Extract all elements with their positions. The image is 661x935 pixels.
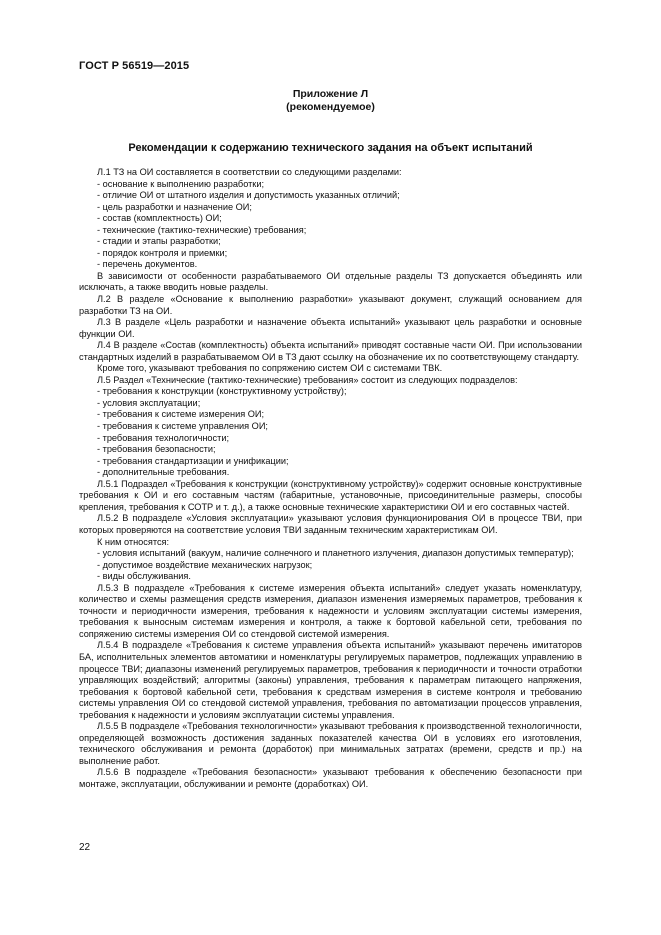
list-item: - основание к выполнению разработки; [97,178,265,189]
paragraph: Л.4 В разделе «Состав (комплектность) объекта испытаний» приводят составные части ОИ. При использовании стандартных изделий в разрабатываемом ОИ в ТЗ дают ссылку на обозначение их по соответствующему стандарту. [79,340,582,362]
list-item: - цель разработки и назначение ОИ; [97,201,252,212]
list-item: - условия эксплуатации; [97,397,201,408]
paragraph: Л.2 В разделе «Основание к выполнению разработки» указывают документ, служащий основанием для разработки ТЗ на ОИ. [79,294,582,316]
paragraph: К ним относятся: [97,536,170,547]
list-item: - требования стандартизации и унификации; [97,455,289,466]
document-body [79,167,582,791]
list-item: - дополнительные требования. [97,467,230,478]
list-item: - требования технологичности; [97,432,230,443]
list-item: - стадии и этапы разработки; [97,236,221,247]
list-item: - требования к конструкции (конструктивному устройству); [97,386,347,397]
paragraph: В зависимости от особенности разрабатываемого ОИ отдельные разделы ТЗ допускается объединять или исключать, а также вводить новые разделы. [79,270,582,293]
list-item: - требования к системе измерения ОИ; [97,409,265,420]
list-item: - виды обслуживания. [97,571,191,582]
list-item: - состав (комплектность) ОИ; [97,213,222,224]
list-item: - технические (тактико-технические) требования; [97,224,307,235]
paragraph: Л.5.4 В подразделе «Требования к системе управления объекта испытаний» указывают перечень имитаторов БА, исполнительных элементов автоматики и номенклатуры регулируемых параметров, подлежащих управлению в процессе ТВИ; диапазоны изменений регулируемых параметров, требования к периодичности и точности отработки управляющих воздействий; алгоритмы (законы) управления, требования к параметрам питающего напряжения, требования к бортовой кабельной сети, требования к средствам измерения в системе контроля и требованию системы управления ОИ со стендовой системой управления, требования по автоматизации процессов управления, требования к надежности и условиям эксплуатации системы управления. [79,640,582,720]
list-item: - допустимое воздействие механических нагрузок; [97,559,313,570]
paragraph: Л.5 Раздел «Технические (тактико-технические) требования» состоит из следующих подразделов: [97,374,518,385]
paragraph: Л.5.2 В подразделе «Условия эксплуатации» указывают условия функционирования ОИ в процессе ТВИ, при которых проверяются на соответствие условия ТВИ заданным техническим характеристикам ОИ. [79,513,582,535]
annex-status: (рекомендуемое) [286,101,375,113]
list-item: - перечень документов. [97,259,198,270]
document-header: ГОСТ Р 56519—2015 [79,60,190,72]
list-item: - условия испытаний (вакуум, наличие солнечного и планетного излучения, диапазон допустимых температур); [97,548,574,559]
list-item: - порядок контроля и приемки; [97,247,228,258]
annex-title: Приложение Л [292,88,369,100]
list-item: - отличие ОИ от штатного изделия и допустимость указанных отличий; [97,190,400,201]
annex-heading [0,88,661,114]
document-title: Рекомендации к содержанию технического задания на объект испытаний [128,142,533,154]
paragraph: Л.1 ТЗ на ОИ составляется в соответствии со следующими разделами: [97,167,402,177]
list-item: - требования к системе управления ОИ; [97,421,268,432]
paragraph: Л.5.5 В подразделе «Требования технологичности» указывают требования к производственной технологичности, определяющей возможность достижения заданных показателей качества ОИ в условиях его изготовления, технического обслуживания и ремонта (доработок) при минимальных затратах (времени, средств и пр.) на выполнение работ. [79,721,582,766]
list-item: - требования безопасности; [97,444,216,455]
paragraph: Л.3 В разделе «Цель разработки и назначение объекта испытаний» указывают цель разработки и основные функции ОИ. [79,317,582,339]
paragraph: Л.5.1 Подраздел «Требования к конструкции (конструктивному устройству)» содержит основные конструктивные требования к ОИ и его составным частям (габаритные, установочные, присоединительные размеры, способы крепления, требования к СОТР и т. д.), а также основные технические характеристики ОИ и его составных частей. [79,478,582,512]
paragraph: Л.5.6 В подразделе «Требования безопасности» указывают требования к обеспечению безопасности при монтаже, эксплуатации, обслуживании и ремонте (доработках) ОИ. [79,767,582,789]
paragraph: Л.5.3 В подразделе «Требования к системе измерения объекта испытаний» следует указать номенклатуру, количество и схемы размещения средств измерения, диапазон изменения измеряемых параметров, требования к точности и периодичности измерения, требования к надежности и условиям эксплуатации системы измерения, требования к выносным системам измерения и контроля, а также к бортовой кабельной сети, требования по сопряжению системы измерения ОИ со стендовой системой измерения. [79,582,582,639]
paragraph: Кроме того, указывают требования по сопряжению систем ОИ с системами ТВК. [97,363,443,374]
page-number: 22 [79,842,91,853]
